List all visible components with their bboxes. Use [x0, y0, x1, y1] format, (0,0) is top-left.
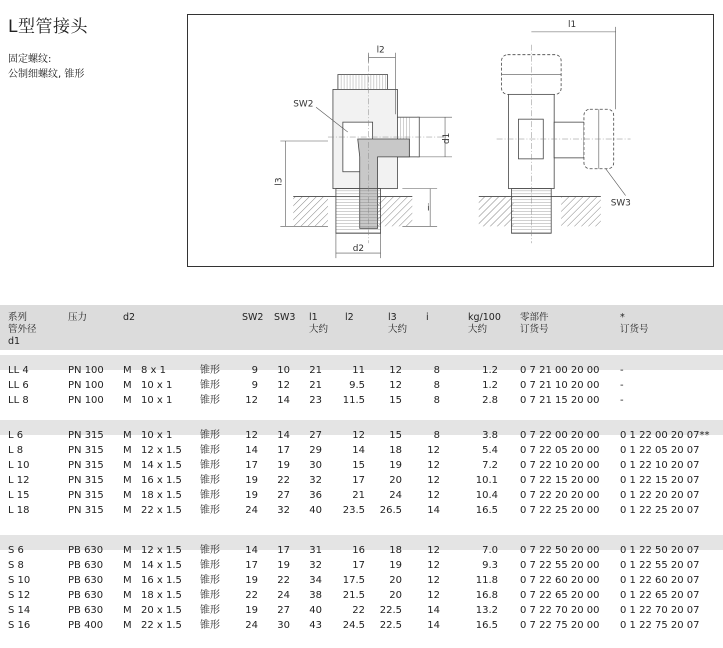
cell-l3: 15 — [389, 395, 402, 406]
cell-l3: 20 — [389, 590, 402, 601]
col-series: 系列 管外径 d1 — [8, 312, 37, 347]
cell-alt-part-number: 0 1 22 10 20 07 — [620, 460, 700, 471]
cell-i: 12 — [427, 460, 440, 471]
cell-alt-part-number: 0 1 22 15 20 07 — [620, 475, 700, 486]
table-row — [0, 458, 723, 473]
cell-sw2: 19 — [245, 475, 258, 486]
cell-pressure: PB 630 — [68, 575, 104, 586]
cell-metric: M — [123, 505, 132, 516]
cell-metric: M — [123, 575, 132, 586]
cell-metric: M — [123, 430, 132, 441]
dim-l3: l3 — [274, 177, 285, 186]
cell-kg: 11.8 — [475, 575, 498, 586]
cell-thread: 12 x 1.5 — [141, 545, 182, 556]
cell-l1: 23 — [309, 395, 322, 406]
cell-taper: 锥形 — [200, 620, 220, 631]
cell-i: 8 — [433, 395, 440, 406]
cell-metric: M — [123, 445, 132, 456]
cell-part-number: 0 7 21 15 20 00 — [520, 395, 600, 406]
cell-sw2: 17 — [245, 560, 258, 571]
cell-series: S 6 — [8, 545, 24, 556]
cell-part-number: 0 7 22 20 20 00 — [520, 490, 600, 501]
cell-thread: 14 x 1.5 — [141, 560, 182, 571]
cell-l3: 19 — [389, 560, 402, 571]
cell-l2: 21 — [352, 490, 365, 501]
col-i: i — [426, 312, 429, 323]
cell-l3: 20 — [389, 575, 402, 586]
cell-series: S 14 — [8, 605, 31, 616]
cell-sw3: 19 — [277, 560, 290, 571]
cell-series: L 15 — [8, 490, 30, 501]
cell-metric: M — [123, 590, 132, 601]
cell-series: S 12 — [8, 590, 31, 601]
cell-pressure: PN 315 — [68, 460, 104, 471]
col-alt-part-number: * 订货号 — [620, 312, 649, 335]
cell-i: 14 — [427, 620, 440, 631]
dim-sw3: SW3 — [610, 198, 631, 209]
cell-part-number: 0 7 22 05 20 00 — [520, 445, 600, 456]
cell-sw3: 27 — [277, 490, 290, 501]
cell-pressure: PB 630 — [68, 590, 104, 601]
col-sw2: SW2 — [242, 312, 264, 323]
cell-series: L 6 — [8, 430, 24, 441]
cell-sw3: 27 — [277, 605, 290, 616]
cell-alt-part-number: 0 1 22 55 20 07 — [620, 560, 700, 571]
cell-pressure: PN 315 — [68, 445, 104, 456]
page-title: L型管接头 — [8, 17, 88, 37]
cell-metric: M — [123, 475, 132, 486]
cell-sw3: 10 — [277, 365, 290, 376]
cell-i: 12 — [427, 575, 440, 586]
cell-i: 8 — [433, 380, 440, 391]
cell-kg: 7.0 — [482, 545, 498, 556]
cell-metric: M — [123, 545, 132, 556]
cell-taper: 锥形 — [200, 430, 220, 441]
cell-series: LL 8 — [8, 395, 29, 406]
cell-kg: 9.3 — [482, 560, 498, 571]
cell-l3: 24 — [389, 490, 402, 501]
cell-part-number: 0 7 22 00 20 00 — [520, 430, 600, 441]
cell-i: 8 — [433, 365, 440, 376]
table-row — [0, 488, 723, 503]
cell-metric: M — [123, 380, 132, 391]
cell-taper: 锥形 — [200, 545, 220, 556]
cell-l2: 21.5 — [342, 590, 365, 601]
cell-part-number: 0 7 22 55 20 00 — [520, 560, 600, 571]
cell-sw2: 9 — [251, 365, 258, 376]
cell-metric: M — [123, 620, 132, 631]
cell-sw2: 19 — [245, 575, 258, 586]
table-row — [0, 573, 723, 588]
cell-sw2: 19 — [245, 605, 258, 616]
col-l3: l3 大约 — [388, 312, 408, 335]
cell-metric: M — [123, 395, 132, 406]
cell-l1: 21 — [309, 365, 322, 376]
dim-sw2: SW2 — [293, 99, 314, 110]
cell-series: S 16 — [8, 620, 31, 631]
col-sw3: SW3 — [274, 312, 296, 323]
cell-pressure: PN 315 — [68, 430, 104, 441]
cell-l2: 16 — [352, 545, 365, 556]
cell-sw3: 19 — [277, 460, 290, 471]
col-l1: l1 大约 — [309, 312, 329, 335]
cell-l2: 15 — [352, 460, 365, 471]
cell-kg: 16.5 — [475, 505, 498, 516]
cell-kg: 3.8 — [482, 430, 498, 441]
cell-alt-part-number: - — [620, 380, 624, 391]
cell-alt-part-number: 0 1 22 65 20 07 — [620, 590, 700, 601]
cell-sw2: 17 — [245, 460, 258, 471]
dim-d2: d2 — [352, 244, 365, 255]
cell-part-number: 0 7 22 75 20 00 — [520, 620, 600, 631]
cell-taper: 锥形 — [200, 380, 220, 391]
cell-series: S 10 — [8, 575, 31, 586]
cell-part-number: 0 7 22 50 20 00 — [520, 545, 600, 556]
cell-thread: 22 x 1.5 — [141, 620, 182, 631]
cell-taper: 锥形 — [200, 365, 220, 376]
cell-kg: 13.2 — [475, 605, 498, 616]
cell-l2: 23.5 — [342, 505, 365, 516]
technical-drawing — [187, 14, 714, 267]
cell-l3: 20 — [389, 475, 402, 486]
cell-i: 8 — [433, 430, 440, 441]
cell-sw3: 17 — [277, 545, 290, 556]
cell-alt-part-number: 0 1 22 50 20 07 — [620, 545, 700, 556]
cell-taper: 锥形 — [200, 560, 220, 571]
cell-thread: 16 x 1.5 — [141, 575, 182, 586]
cell-thread: 22 x 1.5 — [141, 505, 182, 516]
cell-l1: 32 — [309, 560, 322, 571]
cell-alt-part-number: 0 1 22 70 20 07 — [620, 605, 700, 616]
cell-sw2: 12 — [245, 430, 258, 441]
table-row — [0, 503, 723, 518]
table-row — [0, 428, 723, 443]
cell-sw3: 14 — [277, 395, 290, 406]
cell-i: 12 — [427, 545, 440, 556]
cell-l1: 32 — [309, 475, 322, 486]
cell-taper: 锥形 — [200, 460, 220, 471]
cell-series: LL 4 — [8, 365, 29, 376]
cell-part-number: 0 7 22 25 20 00 — [520, 505, 600, 516]
cell-sw2: 12 — [245, 395, 258, 406]
cell-series: S 8 — [8, 560, 24, 571]
cell-l1: 43 — [309, 620, 322, 631]
cell-kg: 5.4 — [482, 445, 498, 456]
cell-thread: 20 x 1.5 — [141, 605, 182, 616]
cell-sw3: 32 — [277, 505, 290, 516]
cell-taper: 锥形 — [200, 395, 220, 406]
cell-l3: 12 — [389, 365, 402, 376]
cell-part-number: 0 7 22 15 20 00 — [520, 475, 600, 486]
cell-sw2: 22 — [245, 590, 258, 601]
thread-label: 固定螺纹: — [8, 54, 52, 65]
cell-taper: 锥形 — [200, 445, 220, 456]
table-row — [0, 363, 723, 378]
cell-l1: 40 — [309, 505, 322, 516]
cell-taper: 锥形 — [200, 575, 220, 586]
cell-kg: 16.8 — [475, 590, 498, 601]
cell-kg: 2.8 — [482, 395, 498, 406]
cell-thread: 8 x 1 — [141, 365, 166, 376]
cell-thread: 14 x 1.5 — [141, 460, 182, 471]
cell-l2: 17 — [352, 560, 365, 571]
table-row — [0, 558, 723, 573]
dim-l2: l2 — [376, 45, 385, 56]
cell-pressure: PN 315 — [68, 505, 104, 516]
dim-i: i — [427, 203, 430, 214]
cell-pressure: PN 100 — [68, 365, 104, 376]
cell-alt-part-number: 0 1 22 00 20 07** — [620, 430, 710, 441]
table-row — [0, 443, 723, 458]
table-header-band — [0, 305, 723, 350]
cell-kg: 7.2 — [482, 460, 498, 471]
cell-i: 14 — [427, 605, 440, 616]
thread-type: 公制细螺纹, 锥形 — [8, 69, 85, 80]
cell-l2: 9.5 — [349, 380, 365, 391]
cell-sw2: 14 — [245, 445, 258, 456]
cell-l3: 19 — [389, 460, 402, 471]
cell-l2: 24.5 — [342, 620, 365, 631]
cell-taper: 锥形 — [200, 590, 220, 601]
cell-l1: 34 — [309, 575, 322, 586]
cell-kg: 1.2 — [482, 365, 498, 376]
cell-i: 14 — [427, 505, 440, 516]
cell-sw3: 12 — [277, 380, 290, 391]
cell-taper: 锥形 — [200, 505, 220, 516]
cell-series: L 12 — [8, 475, 30, 486]
cell-l3: 22.5 — [379, 605, 402, 616]
cell-thread: 12 x 1.5 — [141, 445, 182, 456]
cell-part-number: 0 7 22 60 20 00 — [520, 575, 600, 586]
cell-kg: 10.1 — [475, 475, 498, 486]
cell-l2: 17.5 — [342, 575, 365, 586]
cell-sw2: 9 — [251, 380, 258, 391]
cell-sw3: 14 — [277, 430, 290, 441]
cell-metric: M — [123, 460, 132, 471]
cell-thread: 16 x 1.5 — [141, 475, 182, 486]
cell-sw3: 24 — [277, 590, 290, 601]
cell-sw3: 22 — [277, 575, 290, 586]
cell-metric: M — [123, 605, 132, 616]
table-row — [0, 393, 723, 408]
dim-d1: d1 — [442, 132, 453, 144]
section-view — [274, 46, 452, 258]
cell-alt-part-number: - — [620, 365, 624, 376]
cell-l3: 18 — [389, 545, 402, 556]
cell-metric: M — [123, 365, 132, 376]
cell-sw2: 19 — [245, 490, 258, 501]
table-row — [0, 588, 723, 603]
cell-l1: 40 — [309, 605, 322, 616]
cell-thread: 10 x 1 — [141, 380, 173, 391]
cell-l2: 17 — [352, 475, 365, 486]
cell-thread: 10 x 1 — [141, 430, 173, 441]
drawing-canvas — [188, 15, 713, 266]
cell-metric: M — [123, 560, 132, 571]
cell-part-number: 0 7 22 10 20 00 — [520, 460, 600, 471]
cell-l1: 29 — [309, 445, 322, 456]
cell-l3: 18 — [389, 445, 402, 456]
cell-alt-part-number: 0 1 22 20 20 07 — [620, 490, 700, 501]
cell-pressure: PB 400 — [68, 620, 104, 631]
dim-l1: l1 — [568, 19, 577, 30]
cell-thread: 10 x 1 — [141, 395, 173, 406]
cell-l2: 11.5 — [342, 395, 365, 406]
cell-alt-part-number: 0 1 22 25 20 07 — [620, 505, 700, 516]
cell-i: 12 — [427, 490, 440, 501]
cell-taper: 锥形 — [200, 475, 220, 486]
cell-kg: 10.4 — [475, 490, 498, 501]
cell-l2: 11 — [352, 365, 365, 376]
cell-i: 12 — [427, 445, 440, 456]
thread-description — [8, 52, 84, 82]
cell-series: L 18 — [8, 505, 30, 516]
exterior-view — [479, 20, 631, 243]
col-part-number: 零部件 订货号 — [520, 312, 549, 335]
col-d2: d2 — [123, 312, 136, 323]
cell-sw3: 17 — [277, 445, 290, 456]
cell-taper: 锥形 — [200, 490, 220, 501]
cell-alt-part-number: 0 1 22 05 20 07 — [620, 445, 700, 456]
cell-alt-part-number: - — [620, 395, 624, 406]
cell-l1: 36 — [309, 490, 322, 501]
cell-pressure: PN 100 — [68, 395, 104, 406]
cell-thread: 18 x 1.5 — [141, 590, 182, 601]
cell-pressure: PN 315 — [68, 490, 104, 501]
cell-thread: 18 x 1.5 — [141, 490, 182, 501]
cell-pressure: PB 630 — [68, 560, 104, 571]
cell-l1: 21 — [309, 380, 322, 391]
cell-sw2: 24 — [245, 505, 258, 516]
cell-series: LL 6 — [8, 380, 29, 391]
cell-part-number: 0 7 22 65 20 00 — [520, 590, 600, 601]
cell-part-number: 0 7 21 00 20 00 — [520, 365, 600, 376]
table-row — [0, 378, 723, 393]
cell-i: 12 — [427, 560, 440, 571]
cell-l3: 12 — [389, 380, 402, 391]
cell-part-number: 0 7 21 10 20 00 — [520, 380, 600, 391]
table-row — [0, 473, 723, 488]
col-pressure: 压力 — [68, 312, 88, 323]
cell-i: 12 — [427, 475, 440, 486]
cell-part-number: 0 7 22 70 20 00 — [520, 605, 600, 616]
cell-pressure: PB 630 — [68, 605, 104, 616]
cell-sw2: 14 — [245, 545, 258, 556]
cell-pressure: PN 315 — [68, 475, 104, 486]
cell-l1: 31 — [309, 545, 322, 556]
cell-metric: M — [123, 490, 132, 501]
cell-l2: 12 — [352, 430, 365, 441]
cell-sw3: 30 — [277, 620, 290, 631]
cell-l1: 27 — [309, 430, 322, 441]
cell-l2: 22 — [352, 605, 365, 616]
table-row — [0, 603, 723, 618]
cell-l1: 38 — [309, 590, 322, 601]
cell-sw3: 22 — [277, 475, 290, 486]
cell-i: 12 — [427, 590, 440, 601]
col-l2: l2 — [345, 312, 354, 323]
cell-alt-part-number: 0 1 22 75 20 07 — [620, 620, 700, 631]
table-row — [0, 618, 723, 633]
cell-kg: 16.5 — [475, 620, 498, 631]
col-kg: kg/100 大约 — [468, 312, 501, 335]
cell-series: L 8 — [8, 445, 24, 456]
cell-series: L 10 — [8, 460, 30, 471]
cell-alt-part-number: 0 1 22 60 20 07 — [620, 575, 700, 586]
cell-pressure: PN 100 — [68, 380, 104, 391]
cell-sw2: 24 — [245, 620, 258, 631]
cell-l3: 26.5 — [379, 505, 402, 516]
cell-l1: 30 — [309, 460, 322, 471]
cell-l2: 14 — [352, 445, 365, 456]
cell-taper: 锥形 — [200, 605, 220, 616]
cell-l3: 15 — [389, 430, 402, 441]
cell-pressure: PB 630 — [68, 545, 104, 556]
cell-l3: 22.5 — [379, 620, 402, 631]
cell-kg: 1.2 — [482, 380, 498, 391]
table-row — [0, 543, 723, 558]
